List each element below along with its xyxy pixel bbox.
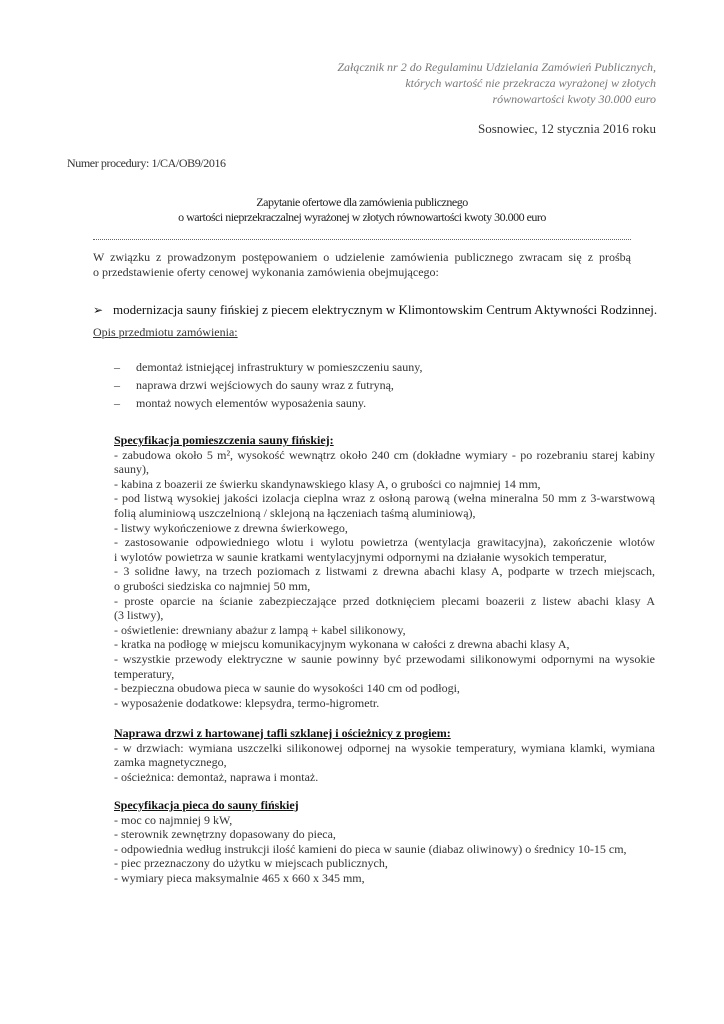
description-heading: Opis przedmiotu zamówienia: [93, 325, 238, 339]
procedure-number: Numer procedury: 1/CA/OB9/2016 [67, 156, 226, 170]
spec-line: - piec przeznaczony do użytku w miejscach publicznych, [114, 856, 388, 871]
spec-line: - pod listwą wysokiej jakości izolacja cieplna wraz z osłoną parową (wełna mineralna 50 mm z 3-warstwową [114, 491, 655, 506]
spec-line: (3 listwy), [114, 608, 164, 623]
heater-spec-section [114, 798, 655, 886]
annex-line: równowartości kwoty 30.000 euro [492, 92, 656, 106]
spec-line: - w drzwiach: wymiana uszczelki silikonowej odpornej na wysokie temperatury, wymiana klamki, wymiana [114, 740, 655, 755]
list-item: – montaż nowych elementów wyposażenia sauny. [114, 396, 367, 410]
annex-line: których wartość nie przekracza wyrażonej w złotych [405, 76, 656, 90]
section-heading: Specyfikacja pieca do sauny fińskiej [114, 798, 299, 812]
spec-line: - proste oparcie na ścianie zabezpieczające przed dotknięciem plecami boazerii z listew abachi klasy A [114, 593, 655, 608]
spec-line: i wylotów powietrza w saunie kratkami wentylacyjnymi odpornymi na działanie wysokich temperatur, [114, 549, 607, 564]
dotted-separator [93, 237, 631, 240]
order-subject [93, 302, 657, 318]
section-heading: Specyfikacja pomieszczenia sauny fińskiej: [114, 433, 334, 447]
intro-paragraph [93, 250, 631, 280]
annex-line: Załącznik nr 2 do Regulaminu Udzielania Zamówień Publicznych, [337, 60, 656, 74]
spec-line: - 3 solidne ławy, na trzech poziomach z listwami z drewna abachi klasy A, podparte w trzech miejscach, [114, 564, 655, 579]
spec-line: o grubości siedziska co najmniej 50 mm, [114, 578, 311, 593]
spec-line: - odpowiednia według instrukcji ilość kamieni do pieca w saunie (diabaz oliwinowy) o średnicy 10-15 cm, [114, 841, 627, 856]
spec-line: folią aluminiową uszczelnioną / sklejoną na łączeniach taśmą aluminiową), [114, 505, 476, 520]
dash-bullet-icon: – [114, 396, 120, 410]
intro-line: o przedstawienie oferty cenowej wykonania zamówienia obejmującego: [93, 265, 439, 279]
annex-note [236, 59, 656, 107]
list-item: – demontaż istniejącej infrastruktury w pomieszczeniu sauny, [114, 360, 423, 374]
document-date: Sosnowiec, 12 stycznia 2016 roku [477, 121, 656, 136]
document-title: Zapytanie ofertowe dla zamówienia publicznego [256, 195, 468, 209]
spec-line: - oświetlenie: drewniany abażur z lampą + kabel silikonowy, [114, 622, 406, 637]
spec-line: - ościeżnica: demontaż, naprawa i montaż. [114, 769, 319, 784]
door-repair-section [114, 726, 655, 784]
dash-bullet-icon: – [114, 378, 120, 392]
spec-line: sauny), [114, 462, 149, 477]
document-subtitle: o wartości nieprzekraczalnej wyrażonej w złotych równowartości kwoty 30.000 euro [178, 210, 546, 224]
dash-bullet-icon: – [114, 360, 120, 374]
spec-line: - zabudowa około 5 m², wysokość wewnątrz około 240 cm (dokładne wymiary - po rozebraniu starej kabiny [114, 447, 655, 462]
section-heading: Naprawa drzwi z hartowanej tafli szklanej i ościeżnicy z progiem: [114, 726, 451, 740]
spec-line: - wszystkie przewody elektryczne w saunie powinny być przewodami silikonowymi odpornymi na wysokie [114, 651, 655, 666]
spec-line: - moc co najmniej 9 kW, [114, 812, 233, 827]
arrow-bullet-icon: ➢ [93, 303, 104, 317]
order-subject-text: modernizacja sauny fińskiej z piecem elektrycznym w Klimontowskim Centrum Aktywności Rodzinnej. [113, 302, 658, 317]
spec-line: temperatury, [114, 666, 175, 681]
spec-line: - listwy wykończeniowe z drewna świerkowego, [114, 520, 348, 535]
spec-line: - kratka na podłogę w miejscu komunikacyjnym wykonana w całości z drewna abachi klasy A, [114, 637, 570, 652]
spec-line: - bezpieczna obudowa pieca w saunie do wysokości 140 cm od podłogi, [114, 681, 460, 696]
sauna-room-spec-section [114, 433, 655, 710]
spec-line: - wyposażenie dodatkowe: klepsydra, termo-higrometr. [114, 695, 380, 710]
spec-line: - wymiary pieca maksymalnie 465 x 660 x 345 mm, [114, 870, 365, 885]
spec-line: - zastosowanie odpowiedniego wlotu i wylotu powietrza (wentylacja grawitacyjna), zakończenie wlotów [114, 535, 655, 550]
spec-line: zamka magnetycznego, [114, 755, 227, 770]
scope-list [114, 358, 422, 412]
spec-line: - kabina z boazerii ze świerku skandynawskiego klasy A, o grubości co najmniej 14 mm, [114, 476, 541, 491]
spec-line: - sterownik zewnętrzny dopasowany do pieca, [114, 827, 336, 842]
list-item: – naprawa drzwi wejściowych do sauny wraz z futryną, [114, 378, 394, 392]
intro-line: W związku z prowadzonym postępowaniem o udzielenie zamówienia publicznego zwracam się z prośbą [93, 250, 631, 264]
